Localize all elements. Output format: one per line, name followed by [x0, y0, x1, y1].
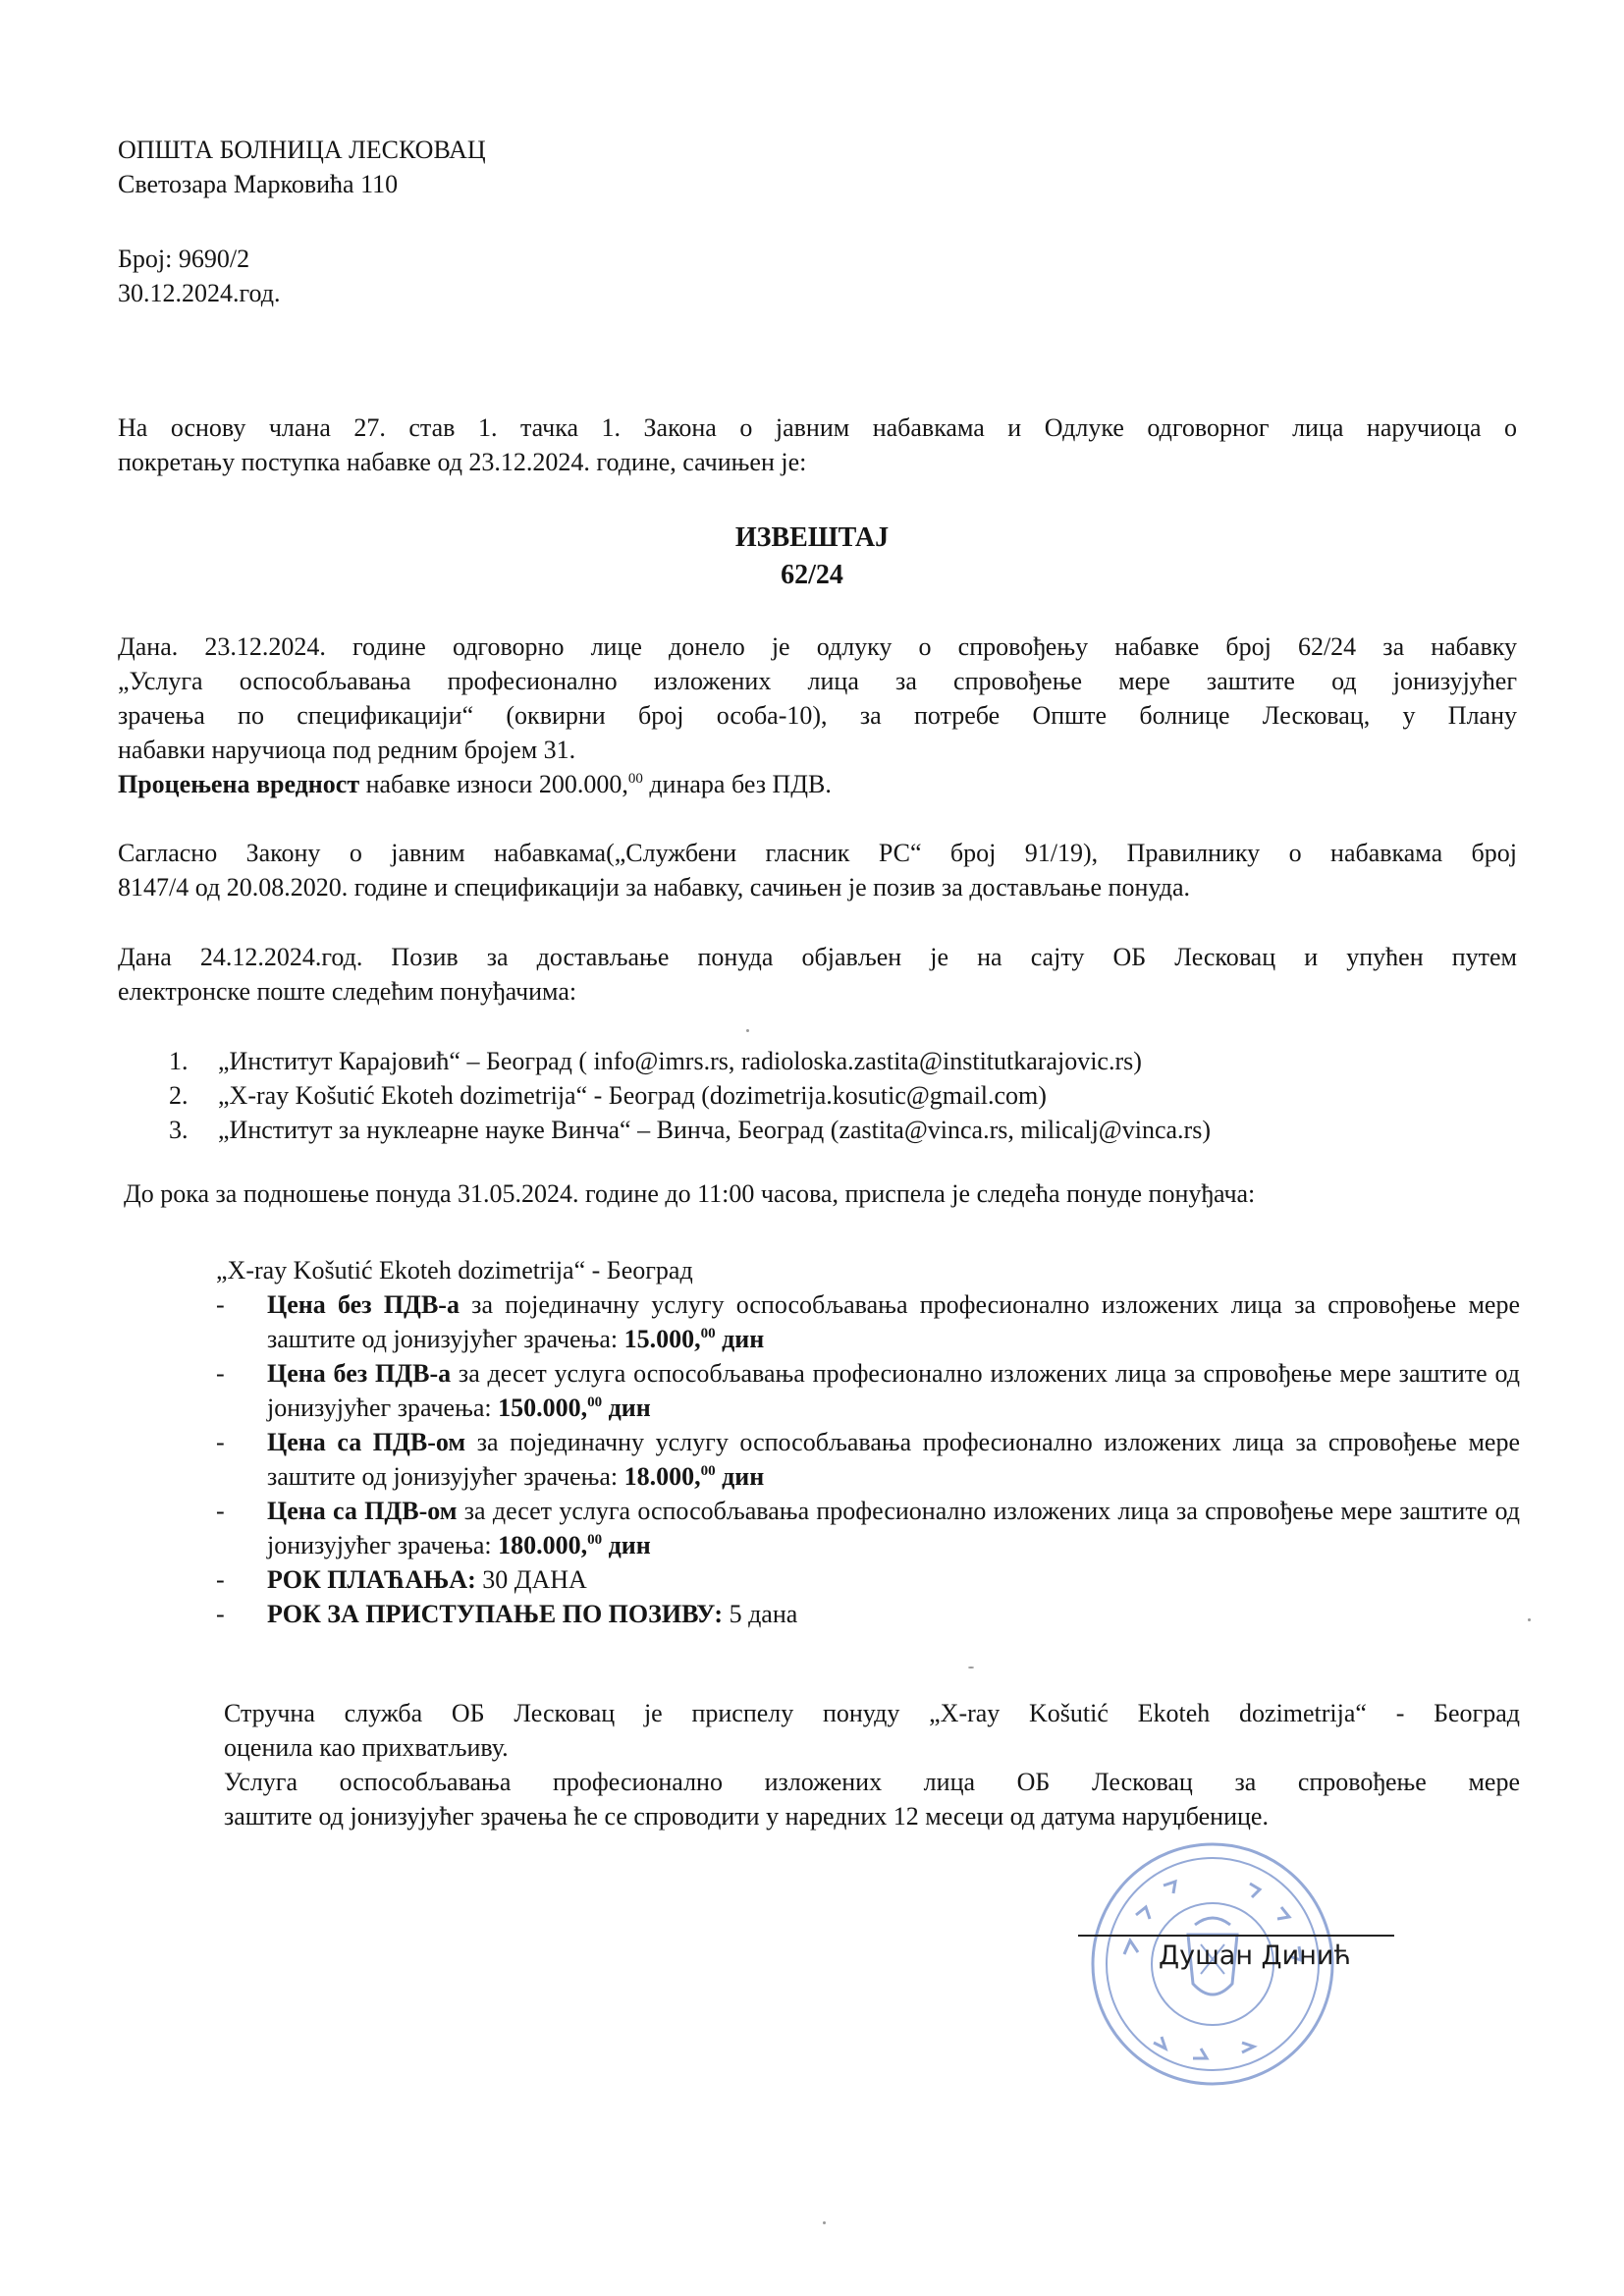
- invitation-line: електронске поште следећим понуђачима:: [118, 977, 577, 1006]
- decision-line: „Услуга оспособљавања професионално изложених лица за спровођење мере заштите од јонизујућег: [118, 667, 1517, 695]
- letterhead: [118, 133, 1517, 201]
- list-item: 1. „Институт Карајовић“ – Београд ( info@imrs.rs, radioloska.zastita@institutkarajovic.rs): [169, 1047, 1142, 1075]
- scan-speck: [968, 1667, 974, 1668]
- list-item: - Цена без ПДВ-а за појединачну услугу оспособљавања професионално изложених лица за спровођење мере заштите од јонизујућег зрачења: 15.000,00 дин: [216, 1290, 1520, 1353]
- intro-line: На основу члана 27. став 1. тачка 1. Закона о јавним набавкама и Одлуке одговорног лица наручиоца о: [118, 413, 1517, 442]
- decision-line: зрачења по спецификацији“ (оквирни број особа-10), за потребе Опште болнице Лесковац, у Плану: [118, 701, 1517, 730]
- signatory-name: Душан Динић: [1159, 1941, 1352, 1971]
- estimated-value-label: Процењена вредност: [118, 770, 360, 798]
- access-term-value: 5 дана: [723, 1600, 798, 1628]
- invitation-paragraph: [118, 940, 1517, 1009]
- scan-speck: [746, 1029, 749, 1032]
- report-number: 62/24: [781, 560, 843, 590]
- list-item: 3. „Институт за нуклеарне науке Винча“ – Винча, Београд (zastita@vinca.rs, milicalj@vinca.rs): [169, 1116, 1211, 1144]
- conclusion-line: оценила као прихватљиву.: [224, 1733, 509, 1762]
- document-date: 30.12.2024.год.: [118, 279, 281, 307]
- institution-name: ОПШТА БОЛНИЦА ЛЕСКОВАЦ: [118, 136, 486, 164]
- list-item: - Цена са ПДВ-ом за десет услуга оспособљавања професионално изложених лица за спровођење мере заштите од јонизујућег зрачења: 180.000,00 дин: [216, 1497, 1520, 1559]
- document-number: Број: 9690/2: [118, 245, 250, 273]
- conclusion-paragraph: [224, 1696, 1520, 1833]
- bidder-entry: „X-ray Košutić Ekoteh dozimetrija“ - Београд (dozimetrija.kosutic@gmail.com): [218, 1081, 1047, 1110]
- estimated-value: Процењена вредност набавке износи 200.000,00 динара без ПДВ.: [118, 770, 832, 798]
- conclusion-line: заштите од јонизујућег зрачења ће се спроводити у наредних 12 месеци од датума наруџбенице.: [224, 1802, 1269, 1831]
- payment-term-label: РОК ПЛАЋАЊА:: [267, 1565, 476, 1594]
- bidder-entry: „Институт за нуклеарне науке Винча“ – Винча, Београд (zastita@vinca.rs, milicalj@vinca.rs): [218, 1116, 1211, 1144]
- report-title: ИЗВЕШТАЈ: [734, 522, 890, 553]
- list-item: 2. „X-ray Košutić Ekoteh dozimetrija“ - Београд (dozimetrija.kosutic@gmail.com): [169, 1081, 1047, 1110]
- offer-bidder: „X-ray Košutić Ekoteh dozimetrija“ - Београд: [216, 1256, 693, 1285]
- scan-speck: [823, 2221, 826, 2224]
- compliance-paragraph: [118, 836, 1517, 904]
- intro-paragraph: [118, 410, 1517, 479]
- decision-line: набавки наручиоца под редним бројем 31.: [118, 736, 576, 764]
- scan-speck: [1528, 1618, 1531, 1621]
- decision-line: Дана. 23.12.2024. године одговорно лице донело је одлуку о спровођењу набавке број 62/24 за набавку: [118, 632, 1517, 661]
- list-item: - Цена без ПДВ-а за десет услуга оспособљавања професионално изложених лица за спровођење мере заштите од јонизујућег зрачења: 150.000,00 дин: [216, 1359, 1520, 1422]
- list-item: - РОК ЗА ПРИСТУПАЊЕ ПО ПОЗИВУ: 5 дана: [216, 1600, 798, 1628]
- bidders-list: [169, 1044, 1524, 1147]
- bidder-entry: „Институт Карајовић“ – Београд ( info@imrs.rs, radioloska.zastita@institutkarajovic.rs): [218, 1047, 1142, 1075]
- offer-details: [214, 1287, 1520, 1631]
- invitation-line: Дана 24.12.2024.год. Позив за достављање понуда објављен је на сајту ОБ Лесковац и упућен путем: [118, 943, 1517, 971]
- document-reference: [118, 242, 1517, 310]
- compliance-line: 8147/4 од 20.08.2020. године и спецификацији за набавку, сачињен је позив за достављање понуда.: [118, 873, 1190, 902]
- compliance-line: Сагласно Закону о јавним набавкама(„Службени гласник РС“ број 91/19), Правилнику о набавкама број: [118, 839, 1517, 867]
- conclusion-line: Стручна служба ОБ Лесковац је приспелу понуду „X-ray Košutić Ekoteh dozimetrija“ - Београд: [224, 1699, 1520, 1727]
- payment-term-value: 30 ДАНА: [475, 1565, 587, 1594]
- institution-address: Светозара Марковића 110: [118, 170, 399, 198]
- decision-paragraph: [118, 629, 1517, 801]
- conclusion-line: Услуга оспособљавања професионално изложених лица ОБ Лесковац за спровођење мере: [224, 1768, 1520, 1796]
- list-item: - Цена са ПДВ-ом за појединачну услугу оспособљавања професионално изложених лица за спровођење мере заштите од јонизујућег зрачења: 18.000,00 дин: [216, 1428, 1520, 1491]
- deadline-statement: До рока за подношење понуда 31.05.2024. године до 11:00 часова, приспела је следећа понуде понуђача:: [124, 1179, 1256, 1208]
- access-term-label: РОК ЗА ПРИСТУПАЊЕ ПО ПОЗИВУ:: [267, 1600, 724, 1628]
- list-item: - РОК ПЛАЋАЊА: 30 ДАНА: [216, 1565, 587, 1594]
- intro-line: покретању поступка набавке од 23.12.2024. године, сачињен је:: [118, 448, 807, 476]
- signature-line: [1078, 1935, 1394, 1937]
